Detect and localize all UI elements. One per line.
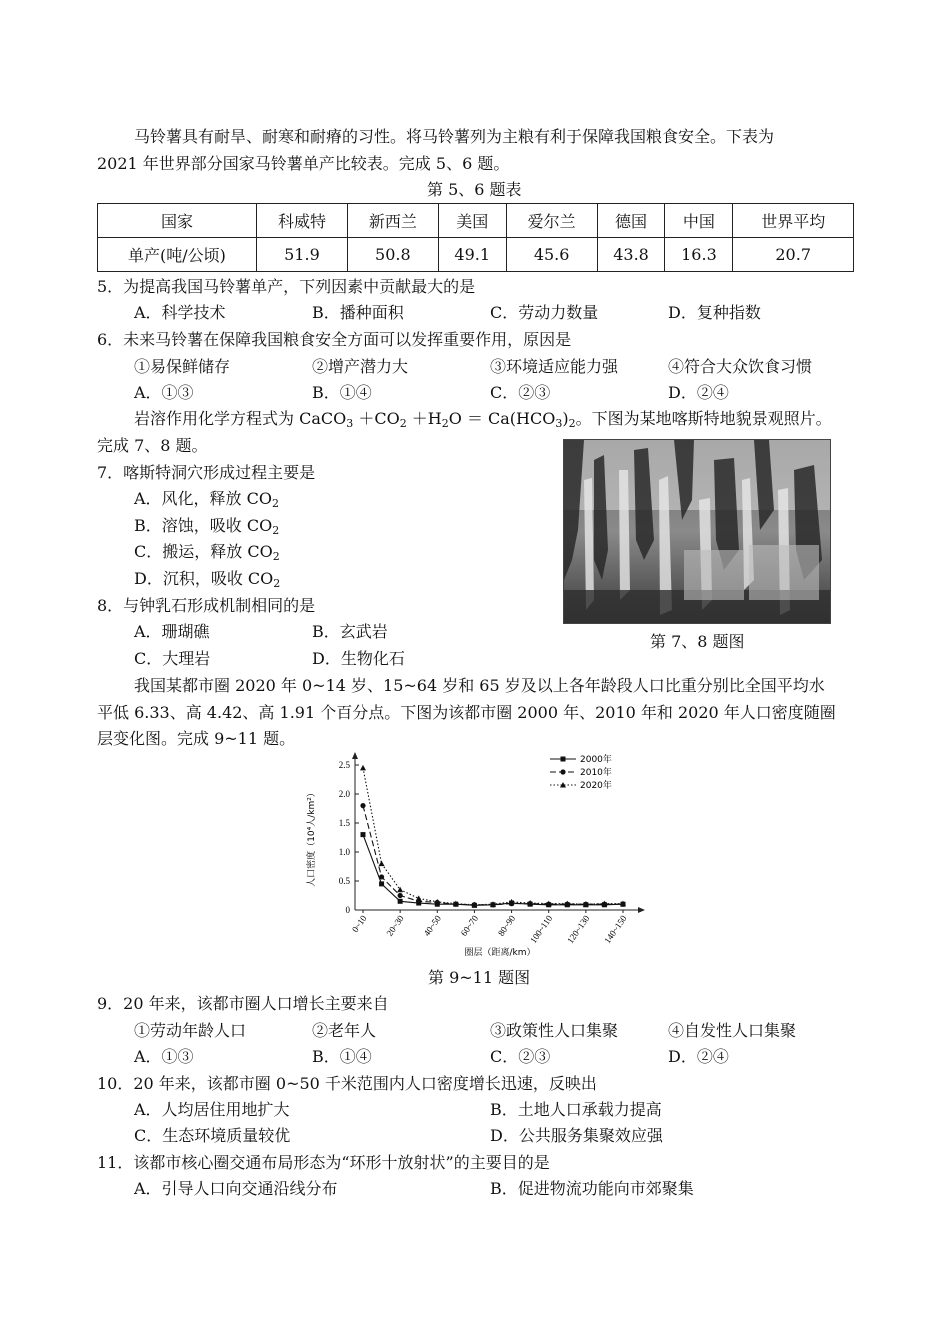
table-country: 中国: [665, 204, 733, 238]
x-tick-label: 0~10: [349, 913, 369, 935]
table-value: 45.6: [506, 238, 597, 272]
q6-stem: 6．未来马铃薯在保障我国粮食安全方面可以发挥重要作用，原因是: [97, 330, 572, 349]
subscript: 2: [441, 417, 449, 430]
intro1-line1: 马铃薯具有耐旱、耐寒和耐瘠的习性。将马铃薯列为主粮有利于保障我国粮食安全。下表为: [134, 127, 775, 146]
q5-option-c: C．劳动力数量: [490, 303, 599, 322]
q9-stem: 9．20 年来，该都市圈人口增长主要来自: [97, 994, 389, 1013]
q6-option-d: D．②④: [668, 383, 729, 402]
q9-item-3: ③政策性人口集聚: [490, 1021, 619, 1040]
q9-item-4: ④自发性人口集聚: [668, 1021, 797, 1040]
table-header-label: 国家: [98, 204, 257, 238]
subscript: 2: [272, 497, 280, 510]
q7-option-a-text: A．风化，释放 CO: [134, 489, 273, 508]
karst-cave-photo-drawing: [564, 440, 830, 623]
q9-item-2: ②老年人: [312, 1021, 377, 1040]
data-point: [360, 765, 366, 771]
q6-item-3: ③环境适应能力强: [490, 357, 619, 376]
table-value: 20.7: [733, 238, 854, 272]
data-point: [360, 803, 365, 808]
table-country: 美国: [438, 204, 506, 238]
q9-option-c: C．②③: [490, 1047, 551, 1066]
intro1-line2: 2021 年世界部分国家马铃薯单产比较表。完成 5、6 题。: [97, 154, 510, 173]
intro3-line3: 层变化图。完成 9~11 题。: [97, 729, 296, 748]
y-tick-label: 1.0: [338, 847, 350, 857]
y-tick-label: 0: [345, 905, 350, 915]
q10-stem: 10．20 年来，该都市圈 0~50 千米范围内人口密度增长迅速，反映出: [97, 1074, 597, 1093]
q11-option-a: A．引导人口向交通沿线分布: [134, 1179, 338, 1198]
x-tick-label: 80~90: [495, 913, 518, 938]
q5-option-b: B．播种面积: [312, 303, 404, 322]
x-tick-label: 140~150: [602, 913, 629, 946]
table-value: 50.8: [347, 238, 438, 272]
table-country: 科威特: [257, 204, 348, 238]
table-country: 爱尔兰: [506, 204, 597, 238]
data-point: [361, 832, 366, 837]
y-axis-label: 人口密度（10⁴人/km²）: [307, 788, 317, 887]
table-row-label: 单产(吨/公顷): [98, 238, 257, 272]
intro2-text: O ＝ Ca(HCO: [448, 409, 556, 428]
legend-marker: [561, 757, 566, 762]
yield-table: [97, 203, 854, 272]
table-value-row: [98, 238, 854, 272]
q9-option-a: A．①③: [134, 1047, 194, 1066]
q11-stem: 11．该都市核心圈交通布局形态为“环形十放射状”的主要目的是: [97, 1153, 550, 1172]
y-axis-arrow: [352, 752, 358, 759]
intro2-text: ): [562, 409, 569, 428]
x-tick-label: 60~70: [458, 913, 481, 938]
q6-item-1: ①易保鲜储存: [134, 357, 231, 376]
intro2-text: ＋H: [406, 409, 442, 428]
subscript: 2: [272, 524, 280, 537]
y-tick-label: 0.5: [338, 876, 350, 886]
x-tick-label: 20~30: [384, 913, 406, 938]
subscript: 2: [272, 550, 280, 563]
data-point: [416, 895, 422, 901]
data-point: [379, 861, 385, 867]
q11-option-b: B．促进物流功能向市郊聚集: [490, 1179, 694, 1198]
q10-option-d: D．公共服务集聚效应强: [490, 1126, 663, 1145]
x-tick-label: 120~130: [565, 913, 592, 946]
series-line-2010年: [363, 806, 623, 905]
y-tick-label: 2.0: [338, 789, 350, 799]
table-value: 51.9: [257, 238, 348, 272]
q7-option-c: [134, 544, 280, 562]
subscript: 2: [568, 417, 576, 430]
q5-stem: 5．为提高我国马铃薯单产，下列因素中贡献最大的是: [97, 277, 476, 296]
legend-label: 2020年: [580, 781, 612, 791]
intro2-line2: 完成 7、8 题。: [97, 436, 208, 455]
q7-option-d: [134, 571, 280, 589]
data-point: [398, 899, 403, 904]
intro2-text: ＋CO: [353, 409, 400, 428]
x-tick-label: 40~50: [421, 913, 443, 938]
q6-option-c: C．②③: [490, 383, 551, 402]
q6-item-4: ④符合大众饮食习惯: [668, 357, 813, 376]
intro2-line1: [134, 411, 832, 429]
table-caption: 第 5、6 题表: [427, 180, 522, 199]
y-tick-label: 1.5: [338, 818, 350, 828]
q6-option-b: B．①④: [312, 383, 372, 402]
q10-option-a: A．人均居住用地扩大: [134, 1100, 290, 1119]
table-value: 49.1: [438, 238, 506, 272]
subscript: 2: [273, 577, 281, 590]
q7-option-d-text: D．沉积，吸收 CO: [134, 569, 274, 588]
table-value: 16.3: [665, 238, 733, 272]
q7-stem: 7．喀斯特洞穴形成过程主要是: [97, 463, 316, 482]
x-axis-label: 圈层（距离/km）: [464, 948, 536, 958]
y-tick-label: 2.5: [338, 760, 350, 770]
table-value: 43.8: [597, 238, 665, 272]
q10-option-b: B．土地人口承载力提高: [490, 1100, 662, 1119]
q9-item-1: ①劳动年龄人口: [134, 1021, 247, 1040]
subscript: 2: [399, 417, 407, 430]
data-point: [379, 881, 384, 886]
data-point: [379, 874, 384, 879]
chart-caption: 第 9~11 题图: [428, 968, 531, 987]
subscript: 3: [555, 417, 563, 430]
legend-label: 2000年: [580, 755, 612, 765]
q8-option-d: D．生物化石: [312, 649, 405, 668]
q5-option-d: D．复种指数: [668, 303, 761, 322]
q6-option-a: A．①③: [134, 383, 194, 402]
photo-caption: 第 7、8 题图: [650, 632, 745, 651]
q10-option-c: C．生态环境质量较优: [134, 1126, 291, 1145]
x-tick-label: 100~110: [528, 913, 555, 945]
q8-option-c: C．大理岩: [134, 649, 211, 668]
population-density-chart-svg: [300, 745, 645, 960]
q6-item-2: ②增产潜力大: [312, 357, 409, 376]
q8-stem: 8．与钟乳石形成机制相同的是: [97, 596, 316, 615]
q7-option-c-text: C．搬运，释放 CO: [134, 542, 273, 561]
legend-marker: [560, 769, 565, 774]
intro2-text: 。下图为某地喀斯特地貌景观照片。: [575, 409, 832, 428]
q7-option-b-text: B．溶蚀，吸收 CO: [134, 516, 273, 535]
population-density-chart: [300, 745, 645, 960]
table-header-row: [98, 204, 854, 238]
data-point: [398, 893, 403, 898]
subscript: 3: [346, 417, 354, 430]
intro2-text: 岩溶作用化学方程式为 CaCO: [134, 409, 347, 428]
q8-option-b: B．玄武岩: [312, 622, 388, 641]
q8-option-a: A．珊瑚礁: [134, 622, 210, 641]
intro3-line2: 平低 6.33、高 4.42、高 1.91 个百分点。下图为该都市圈 2000 年、2010 年和 2020 年人口密度随圈: [97, 703, 836, 722]
karst-cave-photo: [563, 439, 831, 624]
q7-option-a: [134, 491, 279, 509]
intro3-line1: 我国某都市圈 2020 年 0~14 岁、15~64 岁和 65 岁及以上各年龄段人口比重分别比全国平均水: [134, 676, 825, 695]
table-country: 世界平均: [733, 204, 854, 238]
q5-option-a: A．科学技术: [134, 303, 226, 322]
q9-option-d: D．②④: [668, 1047, 729, 1066]
q9-option-b: B．①④: [312, 1047, 372, 1066]
legend-label: 2010年: [580, 768, 612, 778]
q7-option-b: [134, 518, 279, 536]
table-country: 新西兰: [347, 204, 438, 238]
table-country: 德国: [597, 204, 665, 238]
x-axis-arrow: [638, 907, 645, 913]
